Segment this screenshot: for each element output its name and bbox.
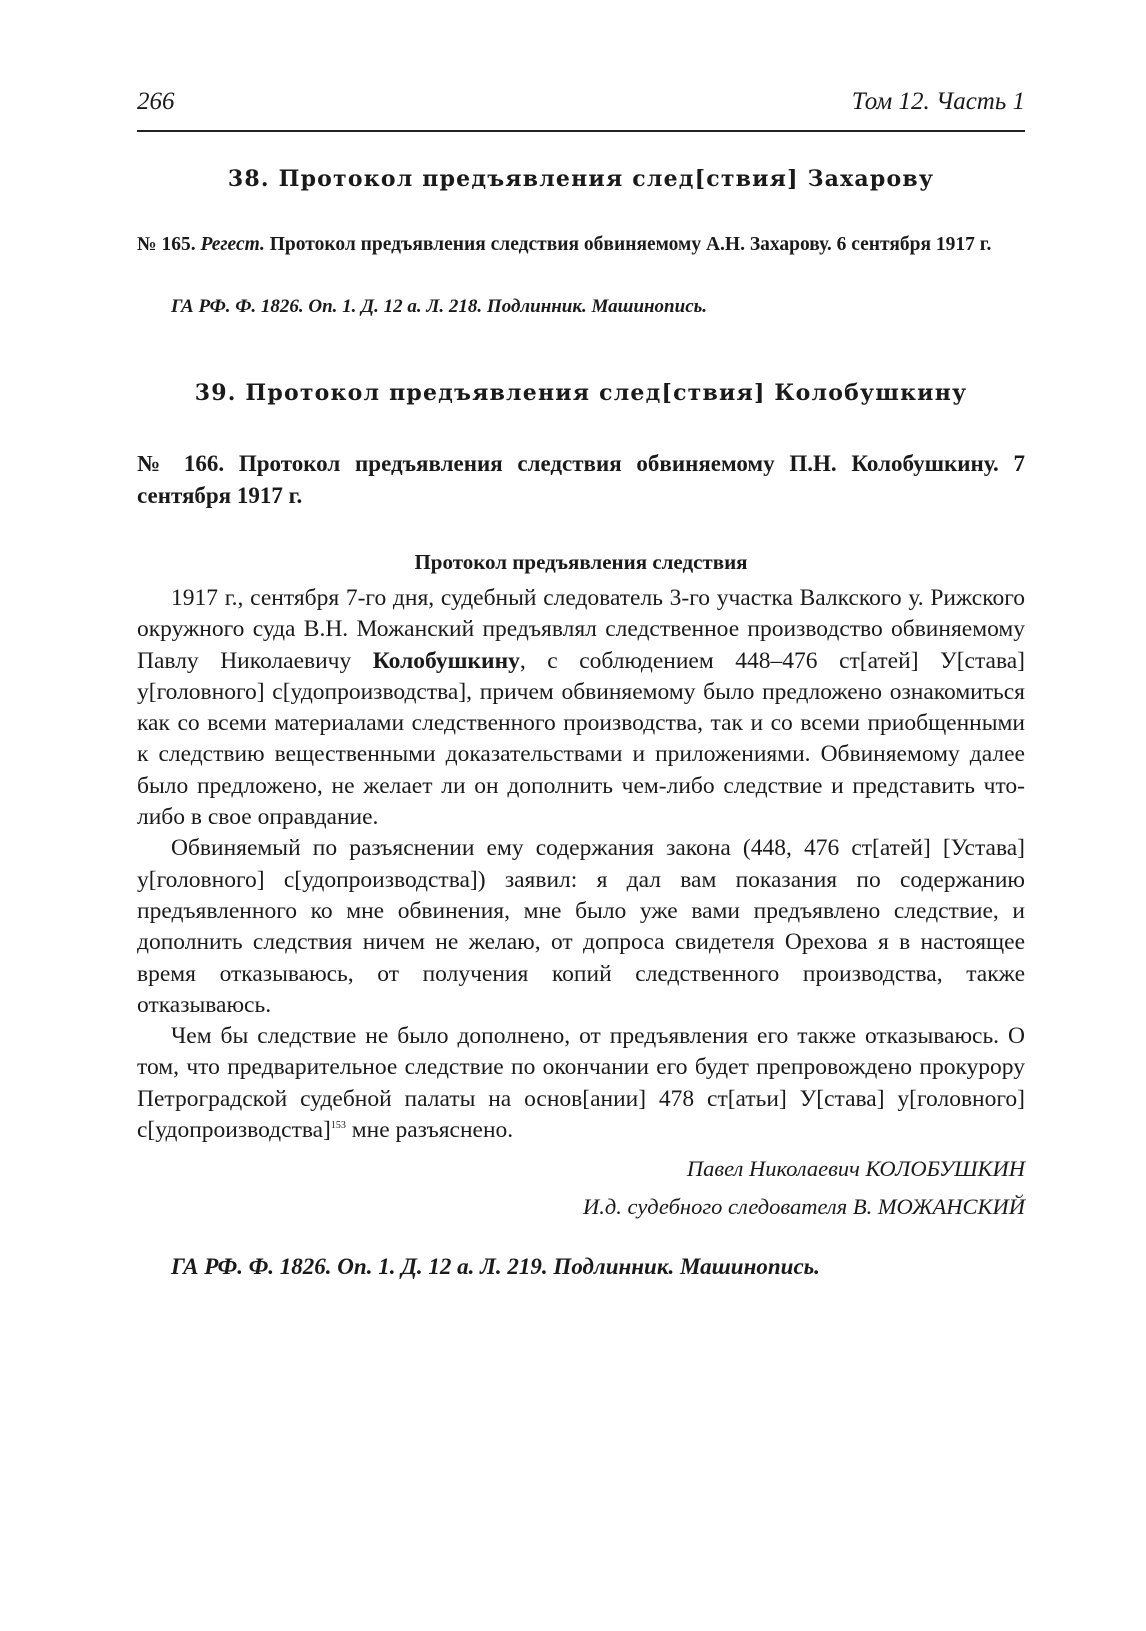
paragraph-2: Обвиняемый по разъяснении ему содержания закона (448, 476 ст[атей] [Устава] у[головного] с[удопроизводства]) заявил: я дал вам показания по содержанию предъявленного ко мне обвинения, мне было уже вами предъявлено следствие, и дополнить следствия ничем не желаю, от допроса свидетеля Орехова я в настоящее время отказываюсь, от получения копий следственного производства, также отказываюсь. — [137, 835, 1025, 1018]
document-165-description: Протокол предъявления следствия обвиняемому А.Н. Захарову. 6 сентября 1917 г. — [269, 234, 992, 255]
section-38-title: 38. Протокол предъявления след[ствия] Захарову — [227, 166, 935, 192]
paragraph-3-text-b: мне разъяснено. — [345, 1117, 514, 1144]
paragraph-1 — [137, 583, 1025, 833]
archive-reference-166: ГА РФ. Ф. 1826. Оп. 1. Д. 12 а. Л. 219. Подлинник. Машинопись. — [171, 1254, 820, 1280]
protocol-title: Протокол предъявления следствия — [414, 550, 748, 574]
footnote-marker[interactable]: 153 — [330, 1120, 346, 1132]
paragraph-1-text-b: , с соблюдением 448–476 ст[атей] У[става] у[головного] с[удопроизводства], причем обвиняемому было предложено ознакомиться как со всеми материалами следственного производства, так и со всеми приобщенными к следствию вещественными доказательствами и приложениями. Обвиняемому далее было предложено, не желает ли он дополнить чем-либо следствие и представить что-либо в свое оправдание. — [137, 647, 1025, 831]
signature-investigator: И.д. судебного следователя В. МОЖАНСКИЙ — [582, 1194, 1025, 1220]
paragraph-1-text-a: 1917 г., сентября 7-го дня, судебный следователь 3-го участка Валкского у. Рижского окружного суда В.Н. Можанский предъявлял следственное производство обвиняемому Павлу Николаевичу — [137, 585, 1025, 674]
volume-label: Том 12. Часть 1 — [851, 88, 1025, 115]
accused-name: Колобушкину — [372, 647, 520, 674]
page — [137, 88, 1025, 1280]
signature-accused: Павел Николаевич КОЛОБУШКИН — [686, 1156, 1025, 1182]
archive-reference-165: ГА РФ. Ф. 1826. Оп. 1. Д. 12 а. Л. 218. Подлинник. Машинопись. — [171, 296, 708, 317]
paragraph-3 — [137, 1021, 1025, 1146]
section-39-title: 39. Протокол предъявления след[ствия] Колобушкину — [194, 380, 968, 406]
page-number: 266 — [137, 88, 175, 115]
document-166-heading: № 166. Протокол предъявления следствия обвиняемому П.Н. Колобушкину. 7 сентября 1917 г. — [137, 451, 1025, 508]
document-165-heading — [137, 230, 1025, 260]
document-165-number: № 165. — [137, 234, 196, 255]
running-header — [137, 88, 1025, 132]
document-165-type: Регест. — [200, 234, 265, 255]
paragraph-3-text-a: Чем бы следствие не было дополнено, от предъявления его также отказываюсь. О том, что предварительное следствие по окончании его будет препровождено прокурору Петроградской судебной палаты на основ[ании] 478 ст[атьи] У[става] у[головного] с[удопроизводства] — [137, 1023, 1025, 1144]
